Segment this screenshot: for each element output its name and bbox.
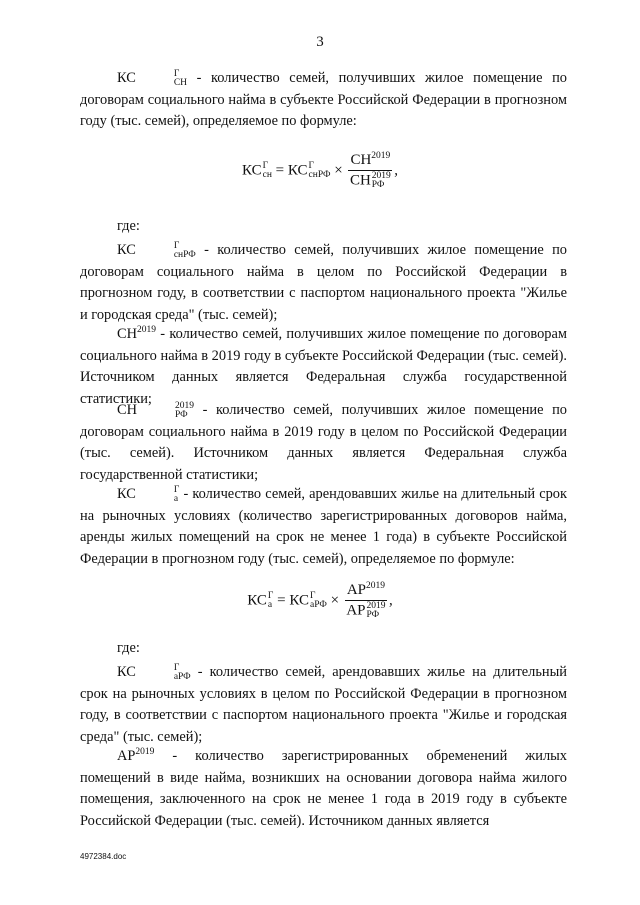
fraction: $АР^{2019}$ АР 2019 РФ <box>346 581 386 620</box>
where-label: где: <box>117 640 140 656</box>
page-number: 3 <box>316 34 324 50</box>
definition-ks-arf: КС Г аРФ - количество семей, арендовавших жилье на длительный срок на рыночных условиях в целом по Российской Федерации в прогнозном году, в соответствии с паспортом национального проекта "Жилье и городская среда" (тыс. семей); <box>80 662 567 745</box>
file-name-footer: 4972384.doc <box>80 852 127 861</box>
term-ks-sn: КС Г СН <box>117 68 188 88</box>
fraction: $СН^{2019}$ СН 2019 РФ <box>349 151 391 190</box>
definition-ks-snrf: КС Г снРФ - количество семей, получивших жилое помещение по договорам социального найма в целом по Российской Федерации в прогнозном году, в соответствии с паспортом национального проекта "Жилье и городская среда" (тыс. семей); <box>80 240 567 323</box>
definition-ks-sn: КС Г СН - количество семей, получивших жилое помещение по договорам социального найма в субъекте Российской Федерации в прогнозном году (тыс. семей), определяемое по формуле: <box>80 68 567 130</box>
formula-ks-a: КС Г а = КС Г аРФ × $АР^{2019}$ АР 2019 РФ , <box>247 581 393 620</box>
formula-ks-sn: КС Г сн = КС Г снРФ × $СН^{2019}$ СН 2019 РФ , <box>241 151 399 190</box>
definition-sn-2019-rf: СН 2019 РФ - количество семей, получивших жилое помещение по договорам социального найма в 2019 году в целом по Российской Федерации (тыс. семей). Источником данных является Федеральная служба государственной статистики; <box>80 400 567 483</box>
definition-sn-2019: $СН^{2019}$ - количество семей, получивших жилое помещение по договорам социального найма в 2019 году в субъекте Российской Федерации (тыс. семей). Источником данных является Федеральная служба государственной статистики; <box>80 325 567 407</box>
where-label: где: <box>117 218 140 234</box>
definition-ks-a: КС Г а - количество семей, арендовавших жилье на длительный срок на рыночных условиях (количество зарегистрированных договоров найма, аренды жилых помещений на срок не менее 1 года) в субъекте Российской Федерации в прогнозном году (тыс. семей), определяемое по формуле: <box>80 484 567 567</box>
definition-ar-2019: $АР^{2019}$ - количество зарегистрированных обременений жилых помещений в виде найма, возникших на основании договора найма жилого помещения, заключенного на срок не менее 1 года в 2019 году в субъекте Российской Федерации (тыс. семей). Источником данных является <box>80 747 567 829</box>
